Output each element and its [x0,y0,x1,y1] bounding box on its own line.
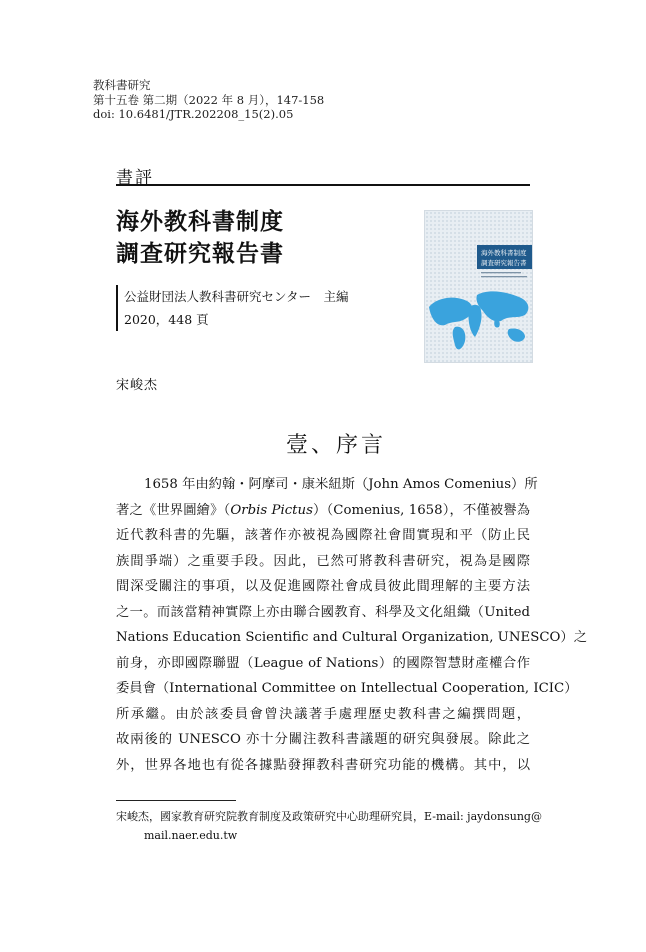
journal-header [93,78,324,122]
book-year-pages: 2020，448 頁 [124,312,209,327]
footnote-line2: mail.naer.edu.tw [144,829,238,842]
section-rule [116,184,530,186]
body-line: 近代教科書的先驅，該著作亦被視為國際社會間實現和平（防止民 [116,528,530,543]
footnote-rule [116,800,236,801]
body-line: 委員會（International Committee on Intellectual Cooperation, ICIC） [116,681,578,696]
book-title [116,206,284,270]
book-cover-art [425,211,532,362]
journal-issue: 第十五卷 第二期（2022 年 8 月），147-158 [93,92,325,107]
footnote [116,807,542,845]
book-meta [116,285,349,331]
book-title-line2: 調查研究報告書 [116,240,284,267]
journal-name: 教科書研究 [93,78,151,92]
body-line: Nations Education Scientific and Cultural Organization, UNESCO）之 [116,630,587,645]
footnote-line1: 宋峻杰，國家教育研究院教育制度及政策研究中心助理研究員，E-mail: jaydonsung@ [116,810,542,823]
body-line: 1658 年由約翰・阿摩司・康米紐斯（John Amos Comenius）所 [144,477,538,492]
book-cover-image [424,210,533,363]
section-label: 書評 [116,168,154,188]
body-line: 間深受關注的事項，以及促進國際社會成員彼此間理解的主要方法 [116,579,530,594]
section-heading: 壹、序言 [285,433,386,458]
body-line: 族間爭端）之重要手段。因此，已然可將教科書研究，視為是國際 [116,553,530,569]
book-title-line1: 海外教科書制度 [116,208,284,235]
body-line: 外，世界各地也有從各據點發揮教科書研究功能的機構。其中，以 [116,757,530,773]
body-paragraph [116,472,587,778]
journal-doi: doi: 10.6481/JTR.202208_15(2).05 [93,107,294,121]
book-publisher: 公益財団法人教科書研究センター 主編 [124,289,349,304]
body-line: 著之《世界圖繪》（Orbis Pictus）（Comenius, 1658），不僅被譽為 [116,502,530,518]
cover-title-line1: 海外教科書制度 [481,249,527,257]
body-line: 之一。而該當精神實際上亦由聯合國教育、科學及文化組織（United [116,604,530,620]
cover-title-line2: 調査研究報告書 [481,259,527,267]
italic-title: Orbis Pictus [230,502,313,518]
review-author: 宋峻杰 [116,378,159,393]
body-line: 故兩後的 UNESCO 亦十分關注教科書議題的研究與發展。除此之 [116,732,530,747]
body-line: 所承繼。由於該委員會曾決議著手處理歷史教科書之編撰問題， [116,706,530,722]
body-line: 前身，亦即國際聯盟（League of Nations）的國際智慧財產權合作 [116,655,530,671]
